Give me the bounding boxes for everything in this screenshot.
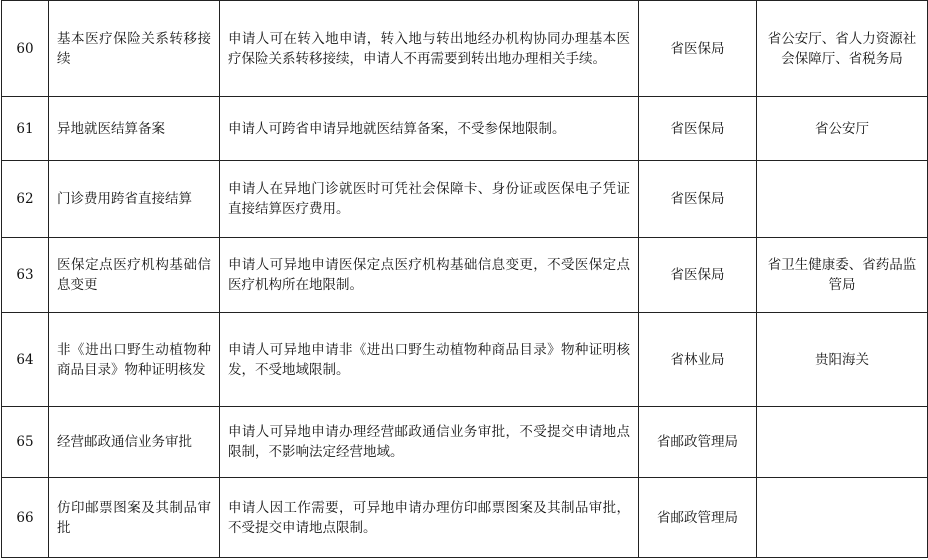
table-row [2,313,928,407]
row-number: 66 [2,478,49,558]
row-number: 60 [2,1,49,97]
table-row [2,161,928,238]
item-name: 异地就医结算备案 [49,97,220,161]
table-row [2,478,928,558]
item-name: 非《进出口野生动植物种商品目录》物种证明核发 [49,313,220,407]
cooperating-departments [757,407,928,478]
item-name: 医保定点医疗机构基础信息变更 [49,238,220,313]
table-row [2,238,928,313]
lead-department: 省医保局 [639,97,757,161]
item-name: 门诊费用跨省直接结算 [49,161,220,238]
row-number: 65 [2,407,49,478]
item-description: 申请人可在转入地申请，转入地与转出地经办机构协同办理基本医疗保险关系转移接续，申请人不再需要到转出地办理相关手续。 [220,1,639,97]
row-number: 61 [2,97,49,161]
cooperating-departments: 省卫生健康委、省药品监管局 [757,238,928,313]
item-name: 基本医疗保险关系转移接续 [49,1,220,97]
item-description: 申请人可异地申请非《进出口野生动植物种商品目录》物种证明核发，不受地域限制。 [220,313,639,407]
lead-department: 省医保局 [639,161,757,238]
cooperating-departments: 贵阳海关 [757,313,928,407]
table-row [2,97,928,161]
item-name: 仿印邮票图案及其制品审批 [49,478,220,558]
item-description: 申请人可异地申请办理经营邮政通信业务审批，不受提交申请地点限制，不影响法定经营地域。 [220,407,639,478]
row-number: 63 [2,238,49,313]
item-description: 申请人可异地申请医保定点医疗机构基础信息变更，不受医保定点医疗机构所在地限制。 [220,238,639,313]
lead-department: 省林业局 [639,313,757,407]
table-row [2,1,928,97]
item-description: 申请人可跨省申请异地就医结算备案，不受参保地限制。 [220,97,639,161]
lead-department: 省医保局 [639,1,757,97]
matters-table [1,0,928,558]
cooperating-departments: 省公安厅、省人力资源社会保障厅、省税务局 [757,1,928,97]
item-name: 经营邮政通信业务审批 [49,407,220,478]
cooperating-departments [757,478,928,558]
table-row [2,407,928,478]
cooperating-departments [757,161,928,238]
lead-department: 省医保局 [639,238,757,313]
item-description: 申请人因工作需要，可异地申请办理仿印邮票图案及其制品审批，不受提交申请地点限制。 [220,478,639,558]
row-number: 62 [2,161,49,238]
lead-department: 省邮政管理局 [639,478,757,558]
lead-department: 省邮政管理局 [639,407,757,478]
row-number: 64 [2,313,49,407]
item-description: 申请人在异地门诊就医时可凭社会保障卡、身份证或医保电子凭证直接结算医疗费用。 [220,161,639,238]
cooperating-departments: 省公安厅 [757,97,928,161]
